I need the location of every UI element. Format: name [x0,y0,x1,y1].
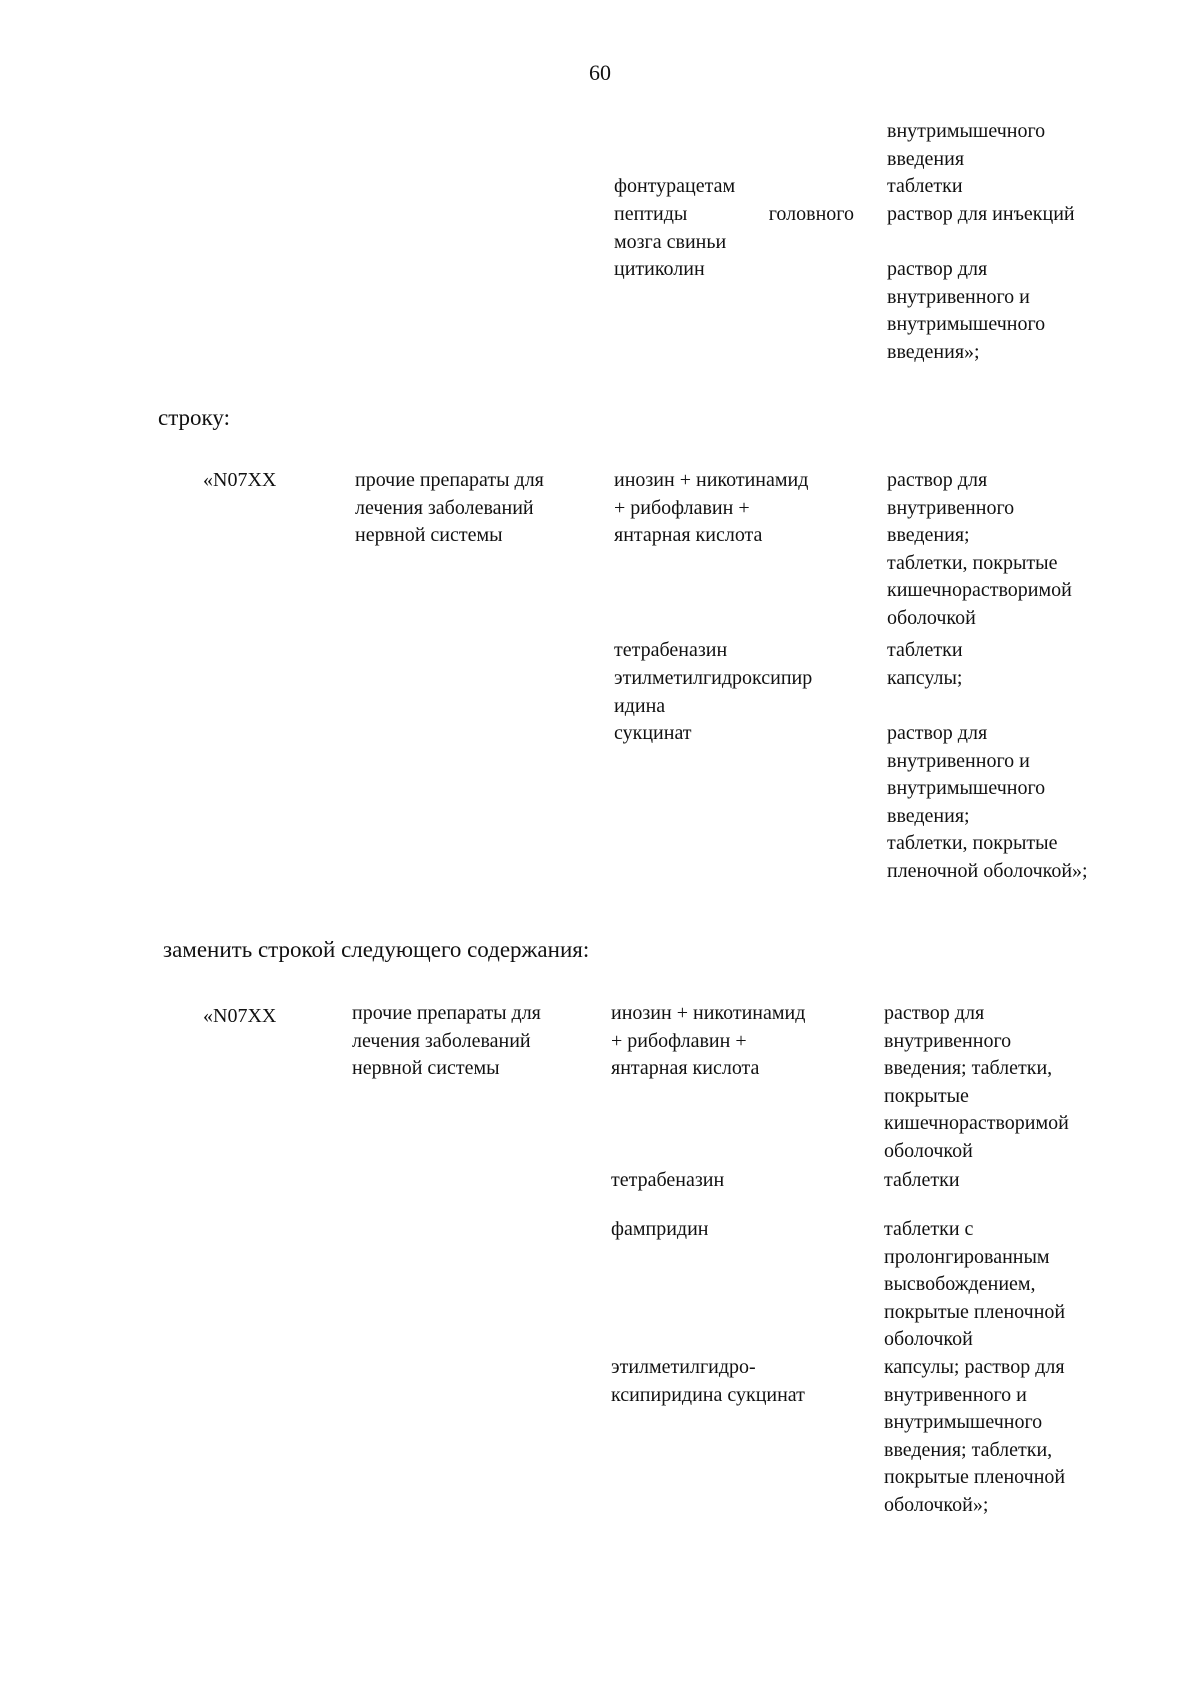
new-row-drug-c: фампридин [611,1218,709,1240]
old-row-form-b: таблетки [887,639,963,661]
paragraph-line-label: строку: [158,405,230,430]
top-form-1: таблетки [887,175,963,197]
page-number: 60 [589,60,611,85]
new-row-group: прочие препараты для лечения заболеваний нервной системы [352,1002,541,1079]
top-forms-head: внутримышечного введения [887,120,1046,170]
top-form-2: раствор для инъекций [887,203,1075,225]
top-drug-3: цитиколин [614,258,705,280]
top-drug-1: фонтурацетам [614,175,736,197]
new-row-forms-d: капсулы; раствор для внутривенного и внутримышечного введения; таблетки, покрытые пленочной оболочкой»; [884,1356,1066,1516]
old-row-drug-b: тетрабеназин [614,639,728,661]
old-row-forms-a: раствор для внутривенного введения; таблетки, покрытые кишечнорастворимой оболочкой [887,469,1072,629]
new-row-form-b: таблетки [884,1169,960,1191]
old-row-drugs-a: инозин + никотинамид + рибофлавин + янтарная кислота [614,469,809,546]
top-form-3: раствор для внутривенного и внутримышечного введения»; [887,258,1046,363]
new-row-drug-b: тетрабеназин [611,1169,725,1191]
new-row-code: «N07XX [203,1005,277,1027]
old-row-forms-c2: раствор для внутривенного и внутримышечного введения; таблетки, покрытые пленочной оболочкой»; [887,722,1088,882]
new-row-drugs-d: этилметилгидро- ксипиридина сукцинат [611,1356,805,1406]
old-row-code: «N07XX [203,469,277,491]
top-drug-2-word-a: пептиды [614,203,688,225]
new-row-drugs-a: инозин + никотинамид + рибофлавин + янтарная кислота [611,1002,806,1079]
new-row-forms-a: раствор для внутривенного введения; таблетки, покрытые кишечнорастворимой оболочкой [884,1002,1069,1162]
new-row-forms-c: таблетки с пролонгированным высвобождением, покрытые пленочной оболочкой [884,1218,1066,1350]
old-row-drugs-c: этилметилгидроксипир идина сукцинат [614,667,813,744]
old-row-form-c: капсулы; [887,667,963,689]
old-row-group: прочие препараты для лечения заболеваний нервной системы [355,469,544,546]
top-drug-2-line1 [614,201,854,229]
top-drug-2-line2: мозга свиньи [614,231,727,253]
top-drug-2-word-b: головного [768,203,854,225]
paragraph-replace-label: заменить строкой следующего содержания: [163,937,590,962]
